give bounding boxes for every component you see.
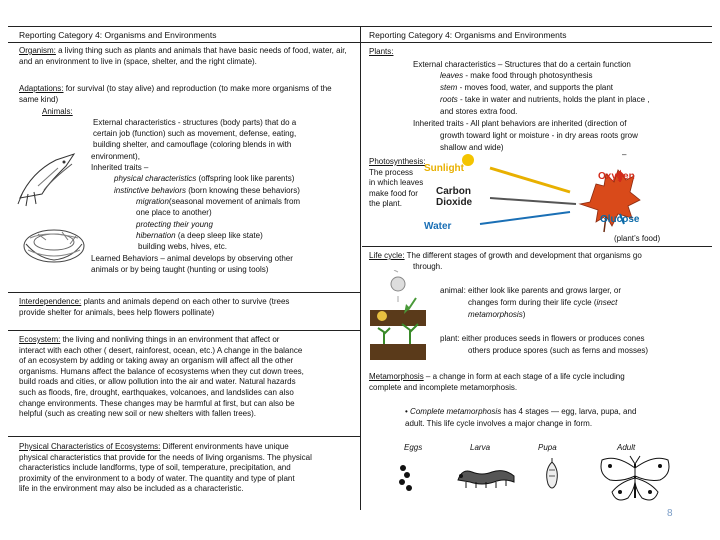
glucose-label: Glucose (600, 214, 640, 225)
migration-line-2: one place to another) (136, 208, 212, 217)
adaptations-term: Adaptations: (19, 84, 64, 93)
organism-definition: Organism: a living thing such as plants and animals that have basic needs of food, water, air, and an environment to live in (space, shelter, and the right climate). (19, 46, 347, 66)
complete-metamorphosis: • Complete metamorphosis has 4 stages — egg, larva, pupa, and (405, 407, 637, 416)
plants-heading: Plants: (369, 47, 394, 56)
animals-inherited: Inherited traits – (91, 163, 149, 172)
oxygen-label: Oxygen (598, 171, 635, 182)
plants-inherited-2: growth toward light or moisture - in dry areas roots grow (440, 131, 638, 140)
migration-line-1: migration(seasonal movement of animals from (136, 197, 301, 206)
stage-pupa-label: Pupa (538, 443, 557, 452)
organism-term: Organism: (19, 46, 56, 55)
learned-2: animals or by being taught (hunting or using tools) (91, 265, 269, 274)
life-cycle-definition: Life cycle: The different stages of growth and development that organisms go (369, 251, 642, 260)
photosynthesis-definition: Photosynthesis: The process in which leaves make food for the plant. (369, 157, 426, 209)
plants-roots-2: and stores extra food. (440, 107, 518, 116)
animals-ext-1: External characteristics - structures (body parts) that do a (93, 118, 297, 127)
header-right: Reporting Category 4: Organisms and Environments (369, 30, 567, 40)
column-divider (360, 26, 361, 510)
tilde-mark: – (622, 150, 627, 159)
nest-illustration (18, 218, 90, 270)
plants-inherited-3: shallow and wide) (440, 143, 504, 152)
physical-characteristics-ecosystems: Physical Characteristics of Ecosystems: Different environments have unique physical characteristics that provide for the needs of living organisms. The physical characteristics include landforms, type of soil, temperature, precipitation, and proximity of the environment to a body of water. The quantity and type of plant life in the environment may also be included as a characteristic. (19, 442, 312, 494)
eggs-icon (395, 460, 425, 496)
animal-life-cycle-2: changes form during their life cycle (insect (468, 298, 618, 307)
physical-characteristics: physical characteristics (offspring look like parents) (114, 174, 295, 183)
plants-food-label: (plant’s food) (614, 234, 661, 243)
building-webs: building webs, hives, etc. (138, 242, 227, 251)
plant-life-cycle-1: plant: either produces seeds in flowers or produces cones (440, 334, 645, 343)
carbon-dioxide-label: Carbon Dioxide (436, 186, 473, 208)
animal-life-cycle-1: animal: either look like parents and grows larger, or (440, 286, 621, 295)
water-label: Water (424, 221, 452, 232)
left-divider-2 (8, 330, 360, 331)
interdependence-definition: Interdependence: plants and animals depend on each other to survive (trees provide shelter for animals, bees help flowers pollinate) (19, 297, 290, 317)
learned-1: Learned Behaviors – animal develops by observing other (91, 254, 293, 263)
stage-adult-label: Adult (617, 443, 636, 452)
left-divider-1 (8, 292, 360, 293)
adaptations-definition: Adaptations: for survival (to stay alive) and reproduction (to make more organisms of the same kind) (19, 84, 332, 104)
animals-ext-2: certain job (function) such as movement, defense, eating, (93, 129, 297, 138)
animals-ext-4: environment), (91, 152, 140, 161)
complete-metamorphosis-2: adult. This life cycle involves a major change in form. (405, 419, 593, 428)
plants-inherited-1: Inherited traits - All plant behaviors are inherited (direction of (413, 119, 627, 128)
left-divider-3 (8, 436, 360, 437)
header-left: Reporting Category 4: Organisms and Environments (19, 30, 217, 40)
animals-ext-3: building shelter, and camouflage (coloring blends in with (93, 140, 292, 149)
stage-eggs-label: Eggs (404, 443, 423, 452)
animals-heading: Animals: (42, 107, 73, 116)
bird-beak-illustration (14, 150, 86, 208)
sunlight-label: Sunlight (424, 163, 464, 174)
stage-larva-label: Larva (470, 443, 491, 452)
plants-roots: roots - take in water and nutrients, holds the plant in place , (440, 95, 650, 104)
butterfly-icon (596, 454, 674, 506)
life-cycle-line-2: through. (413, 262, 443, 271)
instinctive-behaviors: instinctive behaviors (born knowing these behaviors) (114, 186, 300, 195)
ecosystem-definition: Ecosystem: the living and nonliving things in an environment that affect or interact with each other ( desert, rainforest, ocean, etc.) A change in the balance of an ecosystem by adding or taking away an organism will affect all the other organisms. Humans affect the balance of ecosystems when they cut down trees, build roads and cities, or allow pollution into the air and water. Natural hazards such as floods, fire, drought, earthquakes, volcanoes, and landslides can also change environments. These changes may be harmful at first, but can also be helpful (such as creating new soil or new shelters with fallen trees). (19, 335, 304, 419)
protecting-young: protecting their young (136, 220, 213, 229)
page-number: 8 (667, 508, 673, 519)
plants-stem: stem - moves food, water, and supports the plant (440, 83, 613, 92)
metamorphosis-line-2: complete and incomplete metamorphosis. (369, 383, 518, 392)
caterpillar-icon (452, 462, 522, 492)
seed-growth-illustration (364, 270, 434, 366)
plants-leaves: leaves - make food through photosynthesis (440, 71, 593, 80)
hibernation: hibernation (a deep sleep like state) (136, 231, 263, 240)
right-divider-1 (362, 246, 712, 247)
metamorphosis-definition: Metamorphosis – a change in form at each stage of a life cycle including (369, 372, 625, 381)
animal-life-cycle-3: metamorphosis) (468, 310, 526, 319)
plant-life-cycle-2: others produce spores (such as ferns and mosses) (468, 346, 649, 355)
plants-external: External characteristics – Structures that do a certain function (413, 60, 631, 69)
pupa-icon (540, 456, 564, 494)
